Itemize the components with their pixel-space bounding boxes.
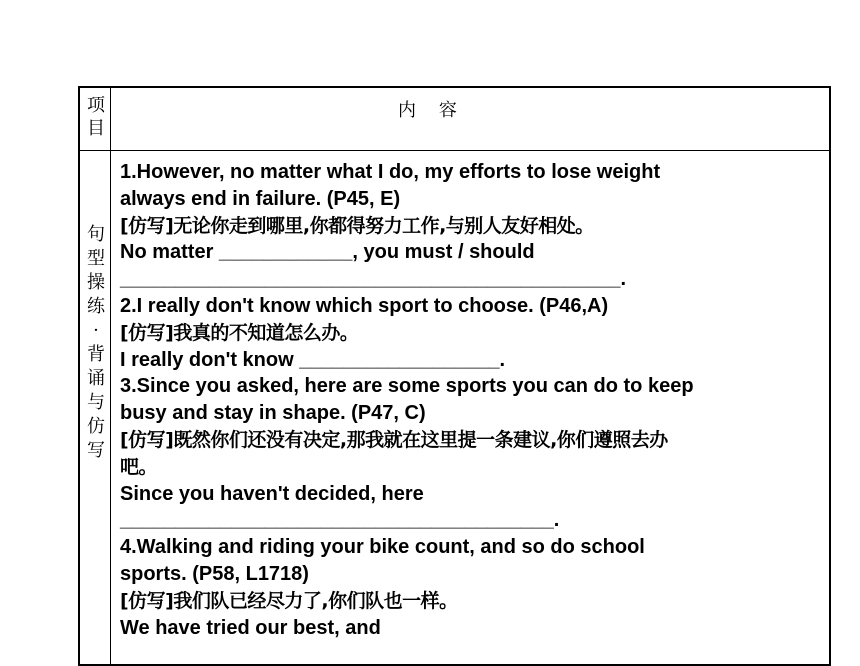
sentence-line: busy and stay in shape. (P47, C) bbox=[120, 402, 426, 425]
row-label-char: 练 bbox=[87, 296, 105, 317]
sentence-line: sports. (P58, L1718) bbox=[120, 562, 309, 585]
row-label-char: 操 bbox=[87, 272, 105, 293]
row-label bbox=[83, 223, 109, 463]
row-label-char: 诵 bbox=[87, 368, 105, 389]
row-label-char: 句 bbox=[87, 224, 105, 245]
sentence-line: Since you haven't decided, here bbox=[120, 482, 424, 505]
imitation-prompt-line: 吧。 bbox=[120, 455, 158, 478]
sentence-line: No matter ____________, you must / should bbox=[120, 241, 535, 264]
imitation-prompt-line: [仿写]我真的不知道怎么办。 bbox=[120, 321, 359, 344]
sentence-line: 3.Since you asked, here are some sports you can do to keep bbox=[120, 375, 694, 398]
item-column-header bbox=[84, 94, 108, 140]
exercise-content bbox=[120, 159, 825, 641]
item-header-char-2: 目 bbox=[87, 118, 105, 139]
row-label-char: 与 bbox=[87, 392, 105, 413]
sentence-line: We have tried our best, and bbox=[120, 616, 381, 639]
column-divider bbox=[110, 88, 111, 664]
sentence-line: _______________________________________. bbox=[120, 509, 560, 532]
sentence-line: 4.Walking and riding your bike count, and so do school bbox=[120, 536, 645, 559]
content-column-header: 内 容 bbox=[398, 100, 457, 121]
row-label-char: · bbox=[93, 320, 99, 341]
sentence-line: 2.I really don't know which sport to choose. (P46,A) bbox=[120, 294, 609, 317]
sentence-line: 1.However, no matter what I do, my efforts to lose weight bbox=[120, 161, 661, 183]
sentence-line: _____________________________________________. bbox=[120, 268, 627, 291]
imitation-prompt-line: [仿写]我们队已经尽力了,你们队也一样。 bbox=[120, 589, 458, 612]
row-label-char: 仿 bbox=[87, 416, 105, 437]
header-divider bbox=[80, 150, 829, 151]
exercise-table bbox=[78, 86, 831, 666]
row-label-char: 背 bbox=[87, 344, 105, 365]
sentence-line: always end in failure. (P45, E) bbox=[120, 187, 401, 210]
row-label-char: 型 bbox=[87, 248, 105, 269]
sentence-line: I really don't know __________________. bbox=[120, 348, 505, 371]
imitation-prompt-line: [仿写]无论你走到哪里,你都得努力工作,与别人友好相处。 bbox=[120, 214, 594, 237]
item-header-char-1: 项 bbox=[87, 95, 105, 116]
row-label-char: 写 bbox=[87, 440, 105, 461]
imitation-prompt-line: [仿写]既然你们还没有决定,那我就在这里提一条建议,你们遵照去办 bbox=[120, 428, 668, 451]
